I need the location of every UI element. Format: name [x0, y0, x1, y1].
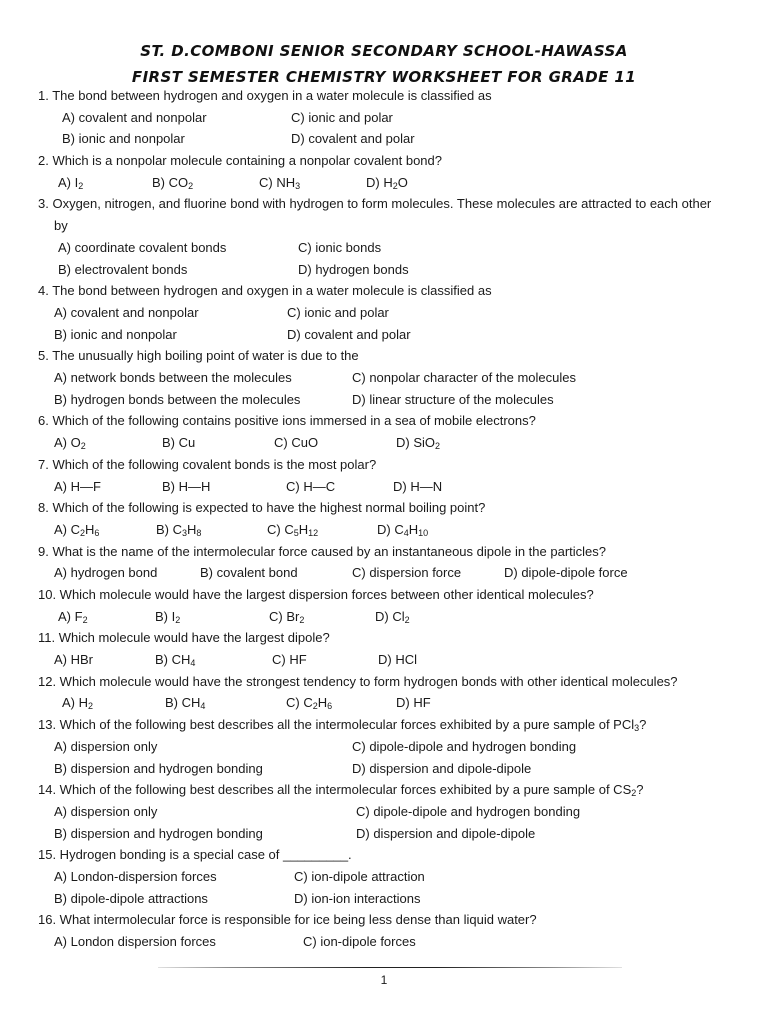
- question-text: 15. Hydrogen bonding is a special case of _________.: [38, 847, 352, 863]
- answer-option: A) covalent and nonpolar: [62, 109, 207, 125]
- options-row: [38, 172, 728, 194]
- question-10: [38, 584, 728, 627]
- answer-option: B) Cu: [162, 435, 196, 451]
- options-row: [38, 237, 728, 259]
- question-text: 1. The bond between hydrogen and oxygen in a water molecule is classified as: [38, 88, 492, 103]
- answer-option: A) dispersion only: [54, 803, 158, 819]
- question-text: 14. Which of the following best describes all the intermolecular forces exhibited by a pure sample of $CS_2$?: [38, 782, 644, 799]
- answer-option: D) dispersion and dipole-dipole: [352, 760, 532, 776]
- answer-option: C) ionic bonds: [298, 239, 382, 255]
- question-text: 5. The unusually high boiling point of water is due to the: [38, 348, 359, 364]
- question-text: 13. Which of the following best describes all the intermolecular forces exhibited by a pure sample of PCl$_3$?: [38, 717, 647, 734]
- answer-option: C) $C_5H_{12}$: [267, 521, 319, 538]
- answer-option: B) $I_2$: [155, 608, 181, 625]
- worksheet-title: FIRST SEMESTER CHEMISTRY WORKSHEET FOR GRADE 11: [131, 68, 637, 86]
- answer-option: A) $C_2H_6$: [54, 521, 100, 538]
- school-name: ST. D.COMBONI SENIOR SECONDARY SCHOOL-HAWASSA: [140, 42, 628, 60]
- question-1: [38, 85, 728, 150]
- answer-option: D) dispersion and dipole-dipole: [356, 825, 536, 841]
- answer-option: C) $C_2H_6$: [286, 695, 333, 712]
- question-8: [38, 497, 728, 540]
- options-row: [38, 758, 728, 780]
- options-row: [38, 823, 728, 845]
- question-text: 2. Which is a nonpolar molecule containing a nonpolar covalent bond?: [38, 153, 442, 169]
- options-row: [38, 519, 728, 541]
- options-row: [38, 692, 728, 714]
- options-row: [38, 736, 728, 758]
- answer-option: D) H—N: [393, 478, 443, 494]
- answer-option: C) $Br_2$: [269, 608, 305, 625]
- options-row: [38, 107, 728, 129]
- question-4: [38, 280, 728, 345]
- answer-option: D) SiO$_2$: [396, 435, 441, 452]
- answer-option: D) HF: [396, 695, 431, 711]
- question-text: 3. Oxygen, nitrogen, and fluorine bond with hydrogen to form molecules. These molecules are attracted to each other by: [38, 196, 712, 234]
- question-13: [38, 714, 728, 779]
- question-3: [38, 193, 728, 280]
- answer-option: B) $CH_4$: [165, 695, 206, 712]
- answer-option: A) coordinate covalent bonds: [58, 239, 227, 255]
- answer-option: C) dispersion force: [352, 565, 462, 581]
- answer-option: C) dipole-dipole and hydrogen bonding: [352, 738, 577, 754]
- options-row: [38, 649, 728, 671]
- question-9: [38, 541, 728, 584]
- answer-option: B) covalent bond: [200, 565, 298, 581]
- answer-option: B) $CH_4$: [155, 652, 196, 669]
- answer-option: A) dispersion only: [54, 738, 158, 754]
- question-text: 6. Which of the following contains positive ions immersed in a sea of mobile electrons?: [38, 413, 536, 429]
- options-row: [38, 432, 728, 454]
- worksheet-header: [0, 38, 768, 90]
- answer-option: D) $C_4H_{10}$: [377, 521, 429, 538]
- answer-option: C) nonpolar character of the molecules: [352, 370, 577, 386]
- question-5: [38, 345, 728, 410]
- answer-option: D) linear structure of the molecules: [352, 391, 554, 407]
- answer-option: A) covalent and nonpolar: [54, 304, 199, 320]
- answer-option: B) hydrogen bonds between the molecules: [54, 391, 301, 407]
- page-number: 1: [380, 973, 388, 987]
- question-text: 9. What is the name of the intermolecular force caused by an instantaneous dipole in the particles?: [38, 543, 606, 559]
- answer-option: C) $NH_3$: [259, 174, 301, 191]
- answer-option: B) ionic and nonpolar: [62, 131, 185, 147]
- question-14: [38, 779, 728, 844]
- answer-option: B) H—H: [162, 478, 211, 494]
- answer-option: D) hydrogen bonds: [298, 261, 409, 277]
- question-text: 12. Which molecule would have the strongest tendency to form hydrogen bonds with other identical molecules?: [38, 673, 678, 689]
- question-7: [38, 454, 728, 497]
- answer-option: A) HBr: [54, 652, 93, 668]
- answer-option: D) $Cl_2$: [375, 608, 410, 625]
- answer-option: B) dispersion and hydrogen bonding: [54, 825, 263, 841]
- answer-option: C) ionic and polar: [291, 109, 393, 125]
- answer-option: B) $CO_2$: [152, 174, 194, 191]
- options-row: [38, 801, 728, 823]
- answer-option: C) dipole-dipole and hydrogen bonding: [356, 803, 581, 819]
- question-6: [38, 410, 728, 453]
- answer-option: B) dispersion and hydrogen bonding: [54, 760, 263, 776]
- answer-option: C) HF: [272, 652, 307, 668]
- options-row: [38, 606, 728, 628]
- question-text: 10. Which molecule would have the largest dispersion forces between other identical molecules?: [38, 586, 594, 602]
- options-row: [38, 562, 728, 584]
- answer-option: D) dipole-dipole force: [504, 565, 628, 581]
- answer-option: C) CuO: [274, 435, 319, 451]
- options-row: [38, 128, 728, 150]
- answer-option: A) London-dispersion forces: [54, 869, 217, 884]
- question-12: [38, 671, 728, 714]
- answer-option: C) ionic and polar: [287, 304, 389, 320]
- answer-option: A) network bonds between the molecules: [54, 370, 292, 386]
- answer-option: A) hydrogen bond: [54, 565, 158, 581]
- question-text: 4. The bond between hydrogen and oxygen in a water molecule is classified as: [38, 283, 492, 299]
- question-list: [38, 85, 728, 953]
- question-16: [38, 909, 728, 952]
- answer-option: A) $I_2$: [58, 174, 84, 191]
- answer-option: D) covalent and polar: [291, 131, 415, 147]
- options-row: [38, 931, 728, 953]
- answer-option: C) ion-dipole attraction: [294, 869, 425, 884]
- footer-divider: [158, 967, 622, 968]
- answer-option: A) $O_2$: [54, 435, 86, 452]
- answer-option: A) $H_2$: [62, 695, 94, 712]
- options-row: [38, 389, 728, 411]
- answer-option: D) $H_2O$: [366, 174, 408, 191]
- options-row: [38, 259, 728, 281]
- answer-option: D) HCl: [378, 652, 417, 668]
- options-row: [38, 367, 728, 389]
- answer-option: B) ionic and nonpolar: [54, 326, 177, 342]
- options-row: [38, 888, 728, 910]
- options-row: [38, 324, 728, 346]
- question-text: 7. Which of the following covalent bonds is the most polar?: [38, 456, 377, 472]
- answer-option: D) covalent and polar: [287, 326, 411, 342]
- answer-option: A) H—F: [54, 478, 101, 494]
- answer-option: B) $C_3H_8$: [156, 521, 202, 538]
- options-row: [38, 302, 728, 324]
- answer-option: A) London dispersion forces: [54, 934, 216, 950]
- question-text: 8. Which of the following is expected to have the highest normal boiling point?: [38, 500, 486, 516]
- question-text: 16. What intermolecular force is responsible for ice being less dense than liquid water?: [38, 912, 537, 928]
- options-row: [38, 476, 728, 498]
- question-2: [38, 150, 728, 193]
- answer-option: A) $F_2$: [58, 608, 88, 625]
- answer-option: C) ion-dipole forces: [303, 934, 416, 950]
- question-text: 11. Which molecule would have the largest dipole?: [38, 630, 330, 646]
- answer-option: C) H—C: [286, 478, 336, 494]
- answer-option: B) electrovalent bonds: [58, 261, 188, 277]
- answer-option: B) dipole-dipole attractions: [54, 890, 208, 906]
- options-row: [38, 866, 728, 888]
- question-15: [38, 844, 728, 909]
- question-11: [38, 627, 728, 670]
- answer-option: D) ion-ion interactions: [294, 890, 421, 906]
